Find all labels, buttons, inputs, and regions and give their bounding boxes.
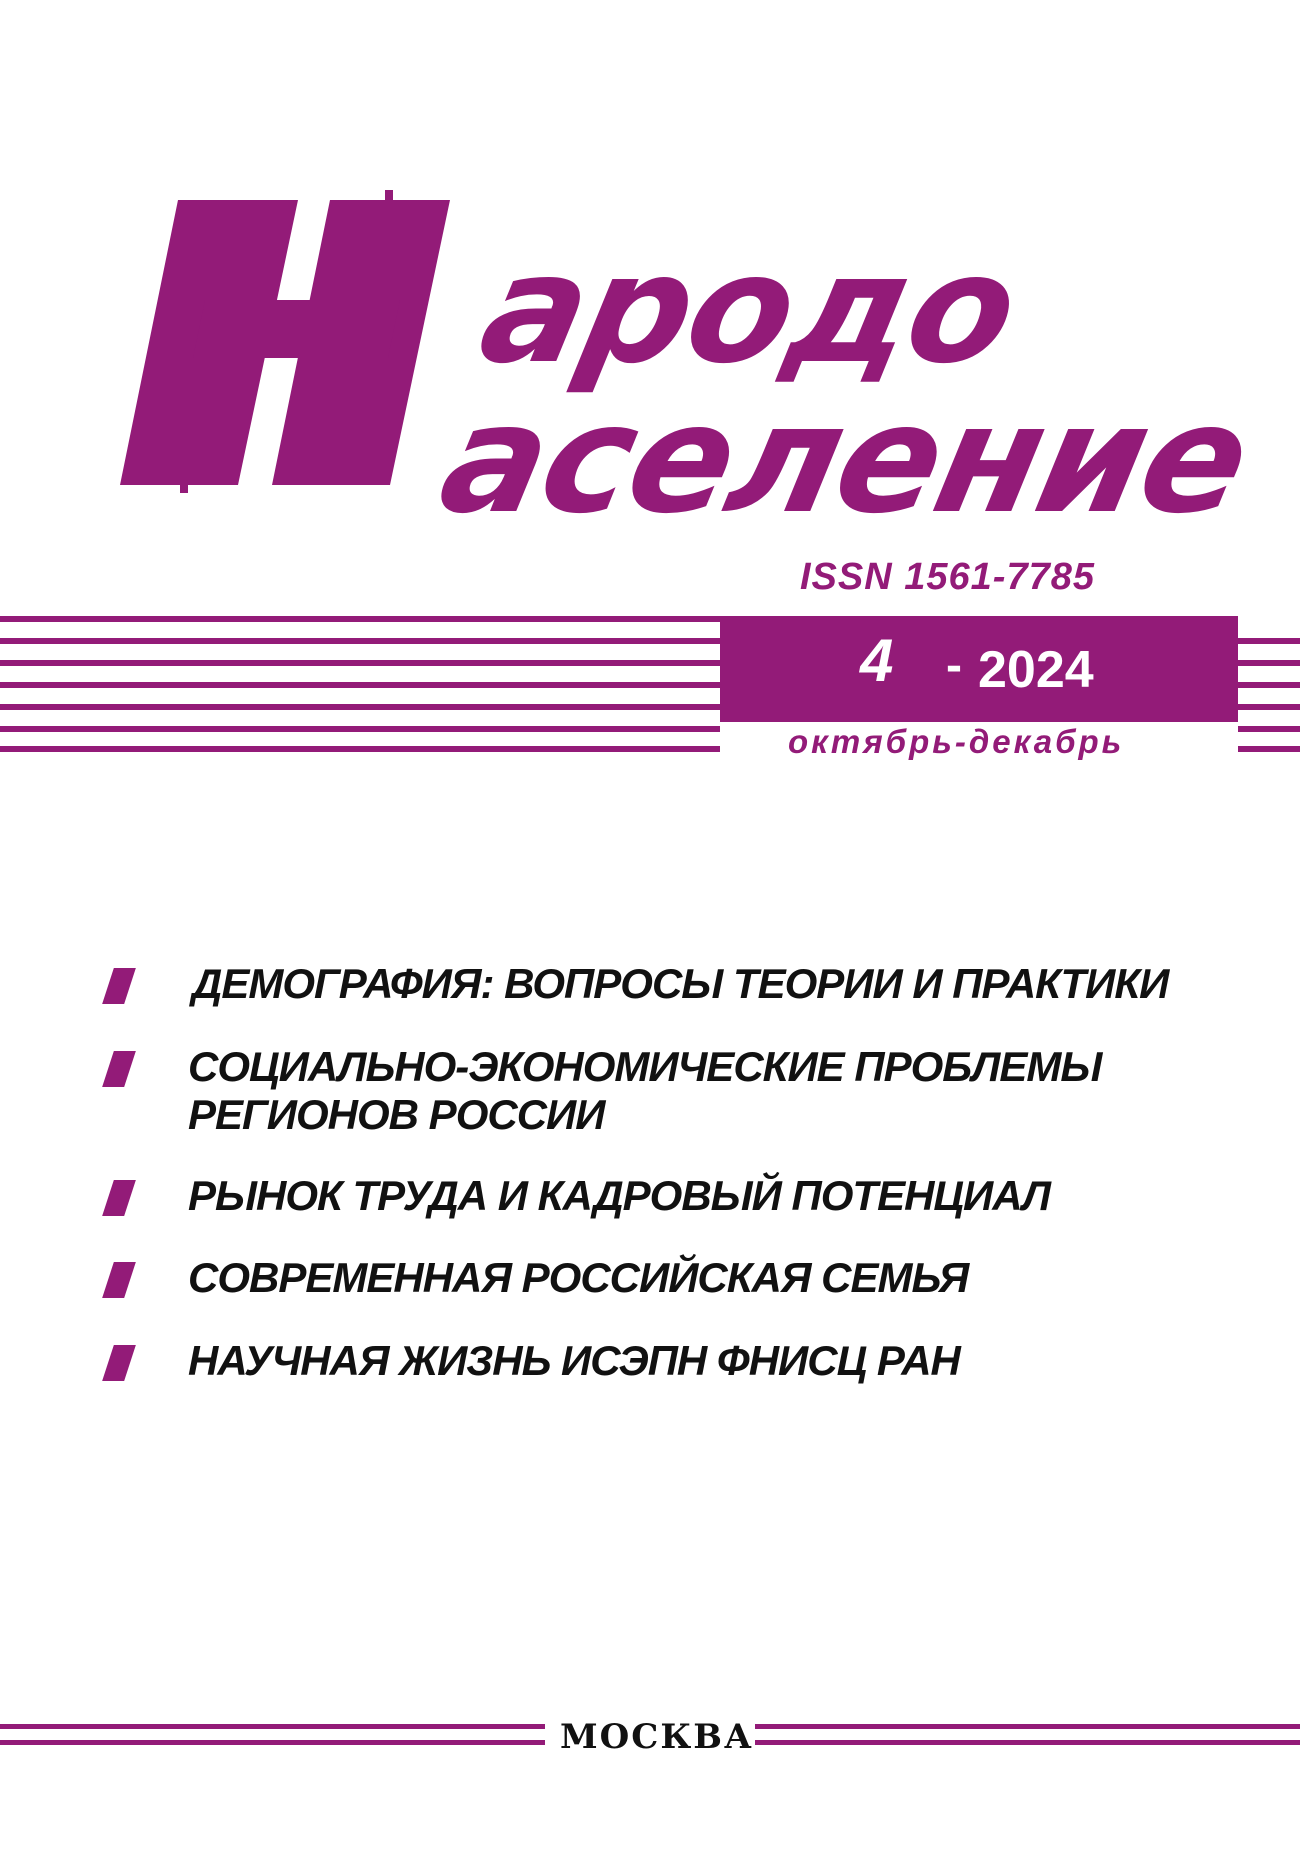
section-title-line-2: РЕГИОНОВ РОССИИ	[188, 1091, 605, 1138]
logo-word-top: ародо	[467, 223, 1031, 397]
bullet-icon	[102, 1180, 136, 1216]
section-title: СОВРЕМЕННАЯ РОССИЙСКАЯ СЕМЬЯ	[188, 1254, 969, 1301]
issue-year: 2024	[978, 641, 1094, 699]
issue-number: 4	[860, 627, 894, 694]
issue-box	[720, 616, 1238, 722]
section-title: СОЦИАЛЬНО-ЭКОНОМИЧЕСКИЕ ПРОБЛЕМЫ	[188, 1043, 1102, 1090]
issue-period: октябрь-декабрь	[788, 723, 1125, 760]
bullet-icon	[102, 968, 136, 1004]
bullet-icon	[102, 1051, 136, 1087]
logo-big-letter-h	[120, 190, 450, 493]
section-title: НАУЧНАЯ ЖИЗНЬ ИСЭПН ФНИСЦ РАН	[188, 1337, 960, 1384]
issn-number: ISSN 1561-7785	[800, 556, 1095, 598]
publication-city: МОСКВА	[560, 1717, 754, 1757]
logo-word-bottom: аселение	[427, 373, 1263, 547]
section-title: РЫНОК ТРУДА И КАДРОВЫЙ ПОТЕНЦИАЛ	[188, 1172, 1050, 1219]
issue-separator: -	[946, 639, 962, 692]
section-title: ДЕМОГРАФИЯ: ВОПРОСЫ ТЕОРИИ И ПРАКТИКИ	[192, 960, 1169, 1007]
bullet-icon	[102, 1345, 136, 1381]
bullet-icon	[102, 1262, 136, 1298]
